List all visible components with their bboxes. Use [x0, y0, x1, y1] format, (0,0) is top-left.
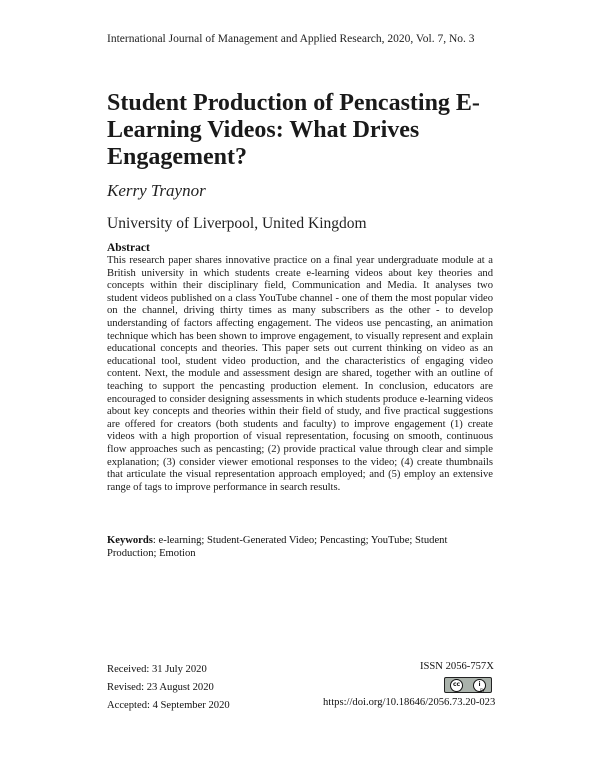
- abstract-heading: Abstract: [107, 242, 150, 254]
- doi-link[interactable]: https://doi.org/10.18646/2056.73.20-023: [323, 697, 496, 708]
- abstract-body: This research paper shares innovative practice on a final year undergraduate module at a British university in which students create e-learning videos about key theories and concepts within their disciplinary field, Communication and Media. It analyses two student videos published on a class YouTube channel - one of them the most popular video on the channel, driving thirty times as many subscribers as the other - to develop understanding of factors affecting engagement. The videos use pencasting, an animation technique which has been shown to improve engagement, to visually represent and explain educational concepts and theories. This paper sets out current thinking on video as an educational tool, student video production, and the characteristics of engaging video content. Next, the module and assessment design are shared, together with an outline of teaching to support the pencasting production element. In conclusion, educators are encouraged to consider designing assessments in which students produce e-learning videos about key concepts and theories within their field of study, and five practical suggestions are offered for creators (both students and faculty) to improve engagement (1) create videos with a high proportion of visual representation, focusing on smooth, continuous flow approaches such as pencasting; (2) provide practical value through clear and simple explanation; (3) consider viewer emotional responses to the video; (4) create thumbnails that articulate the visual representation approach employed; and (5) employ an extensive range of tags to improve performance in search results.: [107, 255, 493, 493]
- author-name: Kerry Traynor: [107, 181, 206, 200]
- received-date: Received: 31 July 2020: [107, 664, 207, 675]
- keywords: [107, 535, 493, 560]
- keywords-label: Keywords: [107, 535, 153, 546]
- by-label: BY: [480, 688, 485, 693]
- cc-by-license-icon[interactable]: [444, 677, 492, 693]
- submission-dates: [107, 661, 230, 715]
- keywords-list: : e-learning; Student-Generated Video; Pencasting; YouTube; Student Production; Emotion: [107, 535, 448, 559]
- creative-commons-icon: cc: [450, 679, 463, 692]
- revised-date: Revised: 23 August 2020: [107, 682, 214, 693]
- article-title: Student Production of Pencasting E-Learning Videos: What Drives Engagement?: [107, 90, 480, 170]
- running-header: International Journal of Management and Applied Research, 2020, Vol. 7, No. 3: [107, 33, 475, 45]
- author-affiliation: University of Liverpool, United Kingdom: [107, 215, 367, 232]
- accepted-date: Accepted: 4 September 2020: [107, 700, 230, 711]
- issn: ISSN 2056-757X: [420, 661, 494, 672]
- attribution-icon: i: [473, 679, 486, 692]
